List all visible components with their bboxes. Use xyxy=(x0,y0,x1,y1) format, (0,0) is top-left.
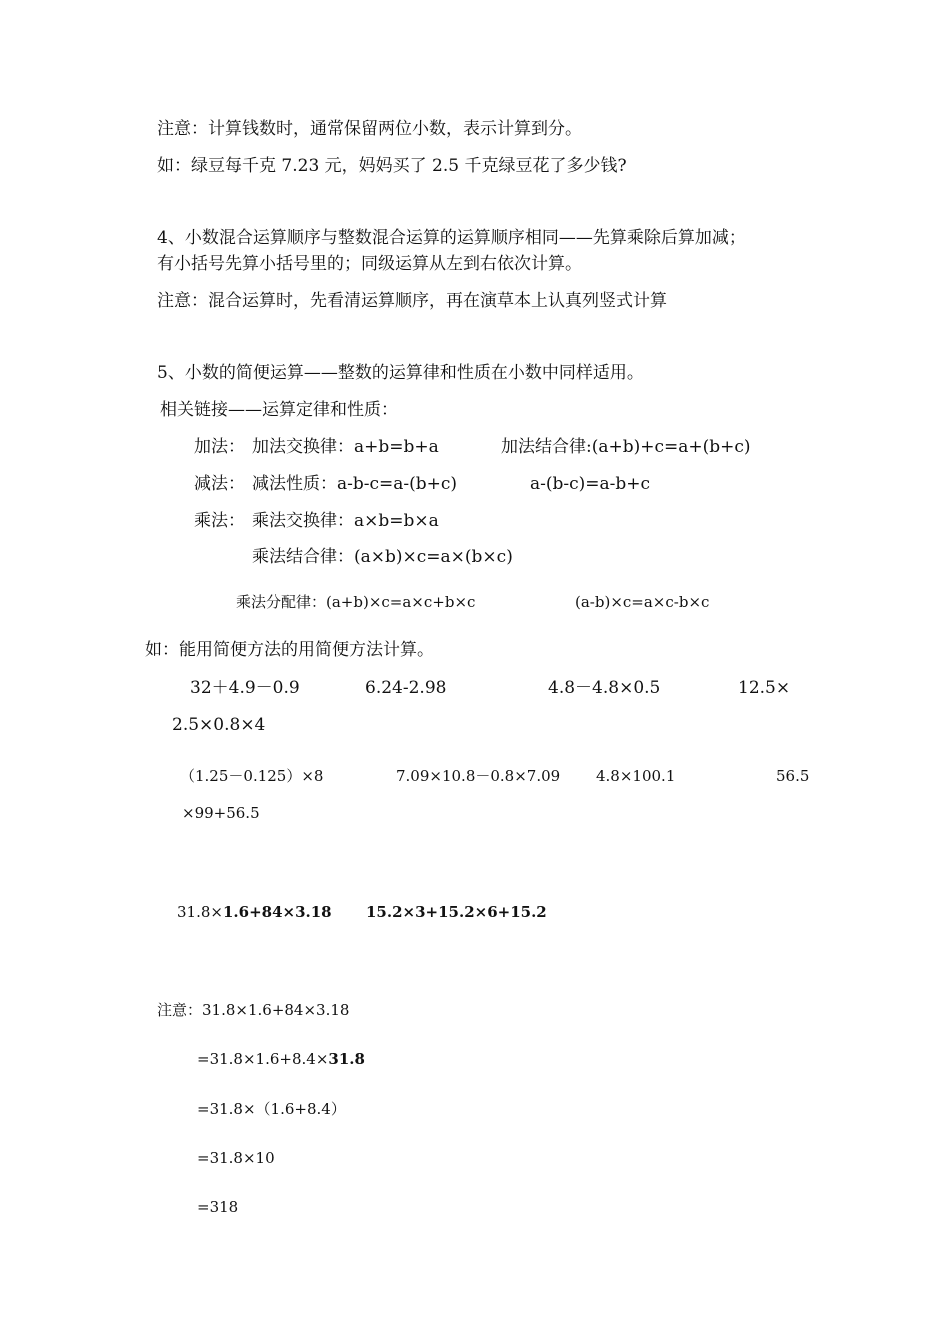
exercise-4-part-2: 2.5×0.8×4 xyxy=(172,715,266,735)
exercise-3: 4.8－4.8×0.5 xyxy=(548,678,661,698)
exercise-10: 15.2×3+15.2×6+15.2 xyxy=(366,903,547,921)
exercise-9 xyxy=(177,901,332,923)
add-label: 加法： xyxy=(194,437,245,457)
rule-5: 5、小数的简便运算——整数的运算律和性质在小数中同样适用。 xyxy=(157,363,644,383)
sub-label: 减法： xyxy=(194,474,245,494)
exercise-4-part-1: 12.5× xyxy=(738,678,791,698)
note-money: 注意：计算钱数时，通常保留两位小数，表示计算到分。 xyxy=(157,119,582,139)
exercise-7: 4.8×100.1 xyxy=(596,767,676,785)
mul-distributive-law-2: (a-b)×c=a×c-b×c xyxy=(575,593,710,611)
example-beans: 如：绿豆每千克 7.23 元，妈妈买了 2.5 千克绿豆花了多少钱? xyxy=(157,156,627,176)
exercise-9-bold: 1.6+84×3.18 xyxy=(222,903,332,921)
mul-commutative-law: 乘法交换律：a×b=b×a xyxy=(252,511,439,531)
exercise-6: 7.09×10.8－0.8×7.09 xyxy=(396,767,561,785)
rule-4-line-1: 4、小数混合运算顺序与整数混合运算的运算顺序相同——先算乘除后算加减； xyxy=(157,228,746,248)
mul-associative-law: 乘法结合律：(a×b)×c=a×(b×c) xyxy=(252,547,513,567)
add-commutative-law: 加法交换律：a+b=b+a xyxy=(252,437,439,457)
calc-step-4: =318 xyxy=(197,1198,239,1216)
note-mixed: 注意：混合运算时，先看清运算顺序，再在演草本上认真列竖式计算 xyxy=(157,291,667,311)
note-calc: 注意：31.8×1.6+84×3.18 xyxy=(157,1001,350,1019)
sub-property-2: a-(b-c)=a-b+c xyxy=(530,474,651,494)
add-associative-law: 加法结合律:(a+b)+c=a+(b+c) xyxy=(501,437,751,457)
calc-step-1 xyxy=(197,1048,365,1070)
exercise-8-part-2: ×99+56.5 xyxy=(182,804,260,822)
exercise-1: 32＋4.9－0.9 xyxy=(190,678,300,698)
exercise-9-lead: 31.8× xyxy=(177,903,223,921)
link-title: 相关链接——运算定律和性质： xyxy=(160,400,398,420)
calc-step-3: =31.8×10 xyxy=(197,1149,275,1167)
mul-label: 乘法： xyxy=(194,511,245,531)
calc-step-1-bold: 31.8 xyxy=(328,1050,365,1068)
calc-step-2: =31.8×（1.6+8.4） xyxy=(197,1100,346,1118)
exercise-5: （1.25－0.125）×8 xyxy=(180,767,324,785)
sub-property: 减法性质：a-b-c=a-(b+c) xyxy=(252,474,458,494)
example-intro: 如：能用简便方法的用简便方法计算。 xyxy=(145,640,434,660)
mul-distributive-law: 乘法分配律：(a+b)×c=a×c+b×c xyxy=(236,593,476,611)
exercise-8-part-1: 56.5 xyxy=(776,767,810,785)
calc-step-1-lead: =31.8×1.6+8.4× xyxy=(197,1050,329,1068)
exercise-2: 6.24-2.98 xyxy=(365,678,447,698)
rule-4-line-2: 有小括号先算小括号里的；同级运算从左到右依次计算。 xyxy=(157,254,582,274)
